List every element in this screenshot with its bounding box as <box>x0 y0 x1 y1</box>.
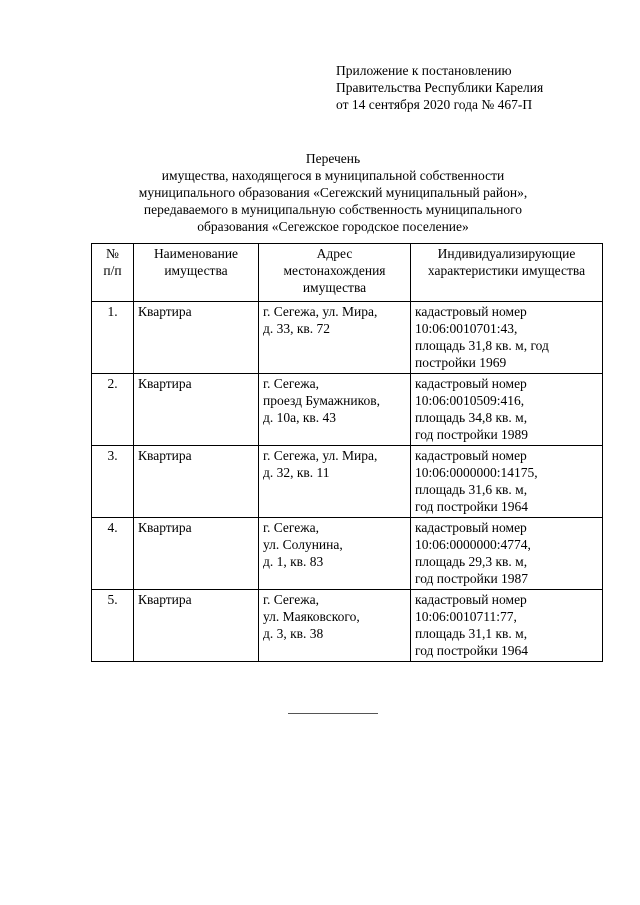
property-name: Квартира <box>134 590 259 662</box>
property-address: г. Сегежа, ул. Мира, д. 33, кв. 72 <box>259 302 411 374</box>
table-row <box>92 302 603 374</box>
property-characteristics: кадастровый номер 10:06:0000000:4774, площадь 29,3 кв. м, год постройки 1987 <box>411 518 603 590</box>
property-characteristics: кадастровый номер 10:06:0010509:416, площадь 34,8 кв. м, год постройки 1989 <box>411 374 603 446</box>
property-table <box>91 243 603 662</box>
row-number: 5. <box>92 590 134 662</box>
property-address: г. Сегежа, ул. Мира, д. 32, кв. 11 <box>259 446 411 518</box>
heading-line: образования «Сегежское городское поселение» <box>197 219 469 234</box>
property-address: г. Сегежа, ул. Солунина, д. 1, кв. 83 <box>259 518 411 590</box>
heading-line: имущества, находящегося в муниципальной собственности <box>161 168 505 183</box>
appendix-line: Приложение к постановлению <box>336 63 512 78</box>
property-characteristics: кадастровый номер 10:06:0010711:77, площадь 31,1 кв. м, год постройки 1964 <box>411 590 603 662</box>
table-row <box>92 374 603 446</box>
appendix-reference <box>336 62 543 113</box>
row-number: 1. <box>92 302 134 374</box>
table-row <box>92 518 603 590</box>
header-number: № п/п <box>92 244 134 302</box>
property-address: г. Сегежа, ул. Маяковского, д. 3, кв. 38 <box>259 590 411 662</box>
property-name: Квартира <box>134 302 259 374</box>
closing-separator-line <box>288 713 378 714</box>
heading-line: передаваемого в муниципальную собственность муниципального <box>143 202 523 217</box>
document-title: Перечень <box>305 151 361 166</box>
header-name: Наименование имущества <box>134 244 259 302</box>
property-name: Квартира <box>134 374 259 446</box>
property-name: Квартира <box>134 518 259 590</box>
row-number: 3. <box>92 446 134 518</box>
document-heading <box>90 150 576 235</box>
table-row <box>92 446 603 518</box>
property-address: г. Сегежа, проезд Бумажников, д. 10а, кв. 43 <box>259 374 411 446</box>
heading-line: муниципального образования «Сегежский муниципальный район», <box>138 185 528 200</box>
header-characteristics: Индивидуализирующие характеристики имущества <box>411 244 603 302</box>
table-header-row <box>92 244 603 302</box>
property-characteristics: кадастровый номер 10:06:0010701:43, площадь 31,8 кв. м, год постройки 1969 <box>411 302 603 374</box>
appendix-line: от 14 сентября 2020 года № 467-П <box>336 97 533 112</box>
property-characteristics: кадастровый номер 10:06:0000000:14175, площадь 31,6 кв. м, год постройки 1964 <box>411 446 603 518</box>
row-number: 2. <box>92 374 134 446</box>
row-number: 4. <box>92 518 134 590</box>
appendix-line: Правительства Республики Карелия <box>336 80 544 95</box>
property-name: Квартира <box>134 446 259 518</box>
table-row <box>92 590 603 662</box>
header-address: Адрес местонахождения имущества <box>259 244 411 302</box>
